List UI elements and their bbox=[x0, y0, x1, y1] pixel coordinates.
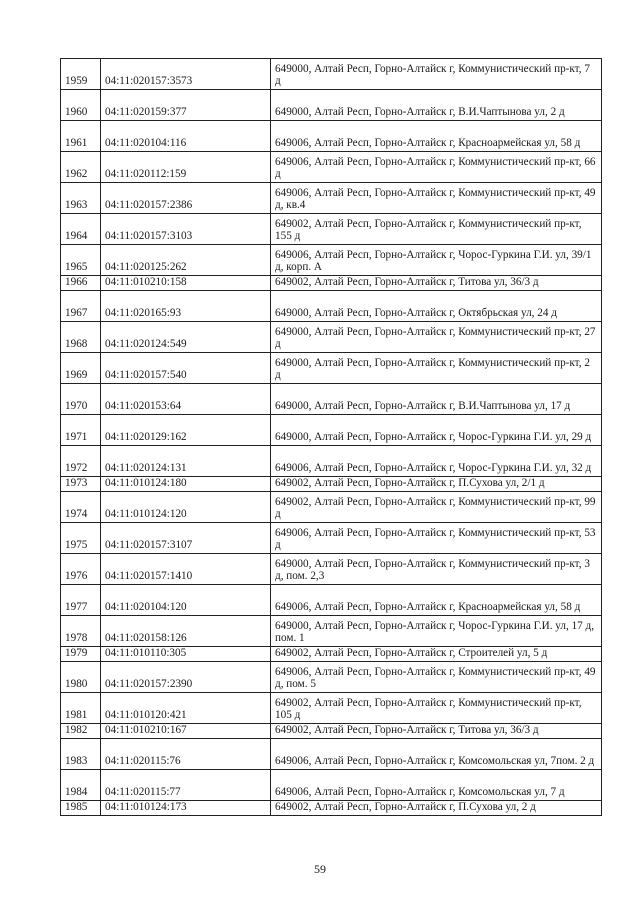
address: 649000, Алтай Респ, Горно-Алтайск г, В.И.Чаптынова ул, 17 д bbox=[271, 384, 602, 415]
table-row bbox=[61, 291, 602, 322]
cadastral-number: 04:11:020129:162 bbox=[101, 415, 271, 446]
row-number: 1975 bbox=[61, 523, 101, 554]
row-number: 1963 bbox=[61, 183, 101, 214]
cadastral-number: 04:11:010110:305 bbox=[101, 647, 271, 662]
table-row bbox=[61, 90, 602, 121]
cadastral-number: 04:11:010124:180 bbox=[101, 477, 271, 492]
cadastral-number: 04:11:020157:3107 bbox=[101, 523, 271, 554]
table-row bbox=[61, 121, 602, 152]
cadastral-number: 04:11:020104:120 bbox=[101, 585, 271, 616]
table-row bbox=[61, 446, 602, 477]
cadastral-number: 04:11:010124:173 bbox=[101, 801, 271, 816]
row-number: 1960 bbox=[61, 90, 101, 121]
row-number: 1961 bbox=[61, 121, 101, 152]
table-row bbox=[61, 693, 602, 724]
cadastral-number: 04:11:020115:77 bbox=[101, 770, 271, 801]
cadastral-number: 04:11:010124:120 bbox=[101, 492, 271, 523]
table-row bbox=[61, 770, 602, 801]
row-number: 1983 bbox=[61, 739, 101, 770]
address: 649006, Алтай Респ, Горно-Алтайск г, Коммунистический пр-кт, 49 д, кв.4 bbox=[271, 183, 602, 214]
table-row bbox=[61, 724, 602, 739]
table-row bbox=[61, 662, 602, 693]
row-number: 1982 bbox=[61, 724, 101, 739]
table-row bbox=[61, 585, 602, 616]
table-row bbox=[61, 523, 602, 554]
page-number: 59 bbox=[314, 862, 326, 876]
table-row bbox=[61, 739, 602, 770]
table-row bbox=[61, 276, 602, 291]
row-number: 1985 bbox=[61, 801, 101, 816]
row-number: 1959 bbox=[61, 59, 101, 90]
row-number: 1984 bbox=[61, 770, 101, 801]
table-row bbox=[61, 245, 602, 276]
table-row bbox=[61, 477, 602, 492]
row-number: 1977 bbox=[61, 585, 101, 616]
row-number: 1969 bbox=[61, 353, 101, 384]
address: 649000, Алтай Респ, Горно-Алтайск г, Чорос-Гуркина Г.И. ул, 29 д bbox=[271, 415, 602, 446]
cadastral-number: 04:11:020153:64 bbox=[101, 384, 271, 415]
address: 649006, Алтай Респ, Горно-Алтайск г, Чорос-Гуркина Г.И. ул, 32 д bbox=[271, 446, 602, 477]
table-row bbox=[61, 152, 602, 183]
row-number: 1979 bbox=[61, 647, 101, 662]
address: 649000, Алтай Респ, Горно-Алтайск г, Коммунистический пр-кт, 3 д, пом. 2,3 bbox=[271, 554, 602, 585]
cadastral-number: 04:11:020104:116 bbox=[101, 121, 271, 152]
row-number: 1976 bbox=[61, 554, 101, 585]
row-number: 1967 bbox=[61, 291, 101, 322]
row-number: 1978 bbox=[61, 616, 101, 647]
row-number: 1971 bbox=[61, 415, 101, 446]
cadastral-number: 04:11:020125:262 bbox=[101, 245, 271, 276]
address: 649006, Алтай Респ, Горно-Алтайск г, Чорос-Гуркина Г.И. ул, 39/1 д, корп. А bbox=[271, 245, 602, 276]
cadastral-number: 04:11:020159:377 bbox=[101, 90, 271, 121]
address: 649002, Алтай Респ, Горно-Алтайск г, П.Сухова ул, 2 д bbox=[271, 801, 602, 816]
address: 649002, Алтай Респ, Горно-Алтайск г, Коммунистический пр-кт, 155 д bbox=[271, 214, 602, 245]
table-row bbox=[61, 59, 602, 90]
table-row bbox=[61, 801, 602, 816]
cadastral-number: 04:11:020157:3103 bbox=[101, 214, 271, 245]
address: 649000, Алтай Респ, Горно-Алтайск г, Чорос-Гуркина Г.И. ул, 17 д, пом. 1 bbox=[271, 616, 602, 647]
cadastral-number: 04:11:010120:421 bbox=[101, 693, 271, 724]
table-row bbox=[61, 492, 602, 523]
row-number: 1962 bbox=[61, 152, 101, 183]
address: 649000, Алтай Респ, Горно-Алтайск г, Октябрьская ул, 24 д bbox=[271, 291, 602, 322]
cadastral-number: 04:11:010210:158 bbox=[101, 276, 271, 291]
row-number: 1972 bbox=[61, 446, 101, 477]
table-row bbox=[61, 384, 602, 415]
table-row bbox=[61, 415, 602, 446]
table-row bbox=[61, 214, 602, 245]
address: 649006, Алтай Респ, Горно-Алтайск г, Коммунистический пр-кт, 49 д, пом. 5 bbox=[271, 662, 602, 693]
row-number: 1981 bbox=[61, 693, 101, 724]
cadastral-number: 04:11:020157:3573 bbox=[101, 59, 271, 90]
row-number: 1965 bbox=[61, 245, 101, 276]
table-row bbox=[61, 647, 602, 662]
address: 649006, Алтай Респ, Горно-Алтайск г, Коммунистический пр-кт, 53 д bbox=[271, 523, 602, 554]
table-row bbox=[61, 554, 602, 585]
table-row bbox=[61, 616, 602, 647]
cadastral-number: 04:11:020115:76 bbox=[101, 739, 271, 770]
address: 649006, Алтай Респ, Горно-Алтайск г, Комсомольская ул, 7 д bbox=[271, 770, 602, 801]
cadastral-number: 04:11:020157:1410 bbox=[101, 554, 271, 585]
cadastral-number: 04:11:020112:159 bbox=[101, 152, 271, 183]
row-number: 1964 bbox=[61, 214, 101, 245]
address: 649002, Алтай Респ, Горно-Алтайск г, Коммунистический пр-кт, 99 д bbox=[271, 492, 602, 523]
address: 649006, Алтай Респ, Горно-Алтайск г, Коммунистический пр-кт, 66 д bbox=[271, 152, 602, 183]
cadastral-number: 04:11:020165:93 bbox=[101, 291, 271, 322]
row-number: 1974 bbox=[61, 492, 101, 523]
registry-table-body bbox=[61, 59, 602, 816]
address: 649000, Алтай Респ, Горно-Алтайск г, В.И.Чаптынова ул, 2 д bbox=[271, 90, 602, 121]
address: 649002, Алтай Респ, Горно-Алтайск г, Строителей ул, 5 д bbox=[271, 647, 602, 662]
row-number: 1966 bbox=[61, 276, 101, 291]
cadastral-number: 04:11:020157:2386 bbox=[101, 183, 271, 214]
address: 649002, Алтай Респ, Горно-Алтайск г, Коммунистический пр-кт, 105 д bbox=[271, 693, 602, 724]
address: 649002, Алтай Респ, Горно-Алтайск г, Титова ул, 36/3 д bbox=[271, 276, 602, 291]
address: 649000, Алтай Респ, Горно-Алтайск г, Коммунистический пр-кт, 27 д bbox=[271, 322, 602, 353]
table-row bbox=[61, 322, 602, 353]
address: 649002, Алтай Респ, Горно-Алтайск г, Титова ул, 36/3 д bbox=[271, 724, 602, 739]
registry-table bbox=[60, 58, 602, 816]
table-row bbox=[61, 353, 602, 384]
cadastral-number: 04:11:010210:167 bbox=[101, 724, 271, 739]
table-row bbox=[61, 183, 602, 214]
cadastral-number: 04:11:020157:540 bbox=[101, 353, 271, 384]
cadastral-number: 04:11:020158:126 bbox=[101, 616, 271, 647]
row-number: 1973 bbox=[61, 477, 101, 492]
cadastral-number: 04:11:020157:2390 bbox=[101, 662, 271, 693]
cadastral-number: 04:11:020124:549 bbox=[101, 322, 271, 353]
address: 649000, Алтай Респ, Горно-Алтайск г, Коммунистический пр-кт, 7 д bbox=[271, 59, 602, 90]
cadastral-number: 04:11:020124:131 bbox=[101, 446, 271, 477]
address: 649002, Алтай Респ, Горно-Алтайск г, П.Сухова ул, 2/1 д bbox=[271, 477, 602, 492]
address: 649006, Алтай Респ, Горно-Алтайск г, Красноармейская ул, 58 д bbox=[271, 121, 602, 152]
row-number: 1980 bbox=[61, 662, 101, 693]
address: 649006, Алтай Респ, Горно-Алтайск г, Комсомольская ул, 7пом. 2 д bbox=[271, 739, 602, 770]
address: 649000, Алтай Респ, Горно-Алтайск г, Коммунистический пр-кт, 2 д bbox=[271, 353, 602, 384]
row-number: 1968 bbox=[61, 322, 101, 353]
row-number: 1970 bbox=[61, 384, 101, 415]
address: 649006, Алтай Респ, Горно-Алтайск г, Красноармейская ул, 58 д bbox=[271, 585, 602, 616]
